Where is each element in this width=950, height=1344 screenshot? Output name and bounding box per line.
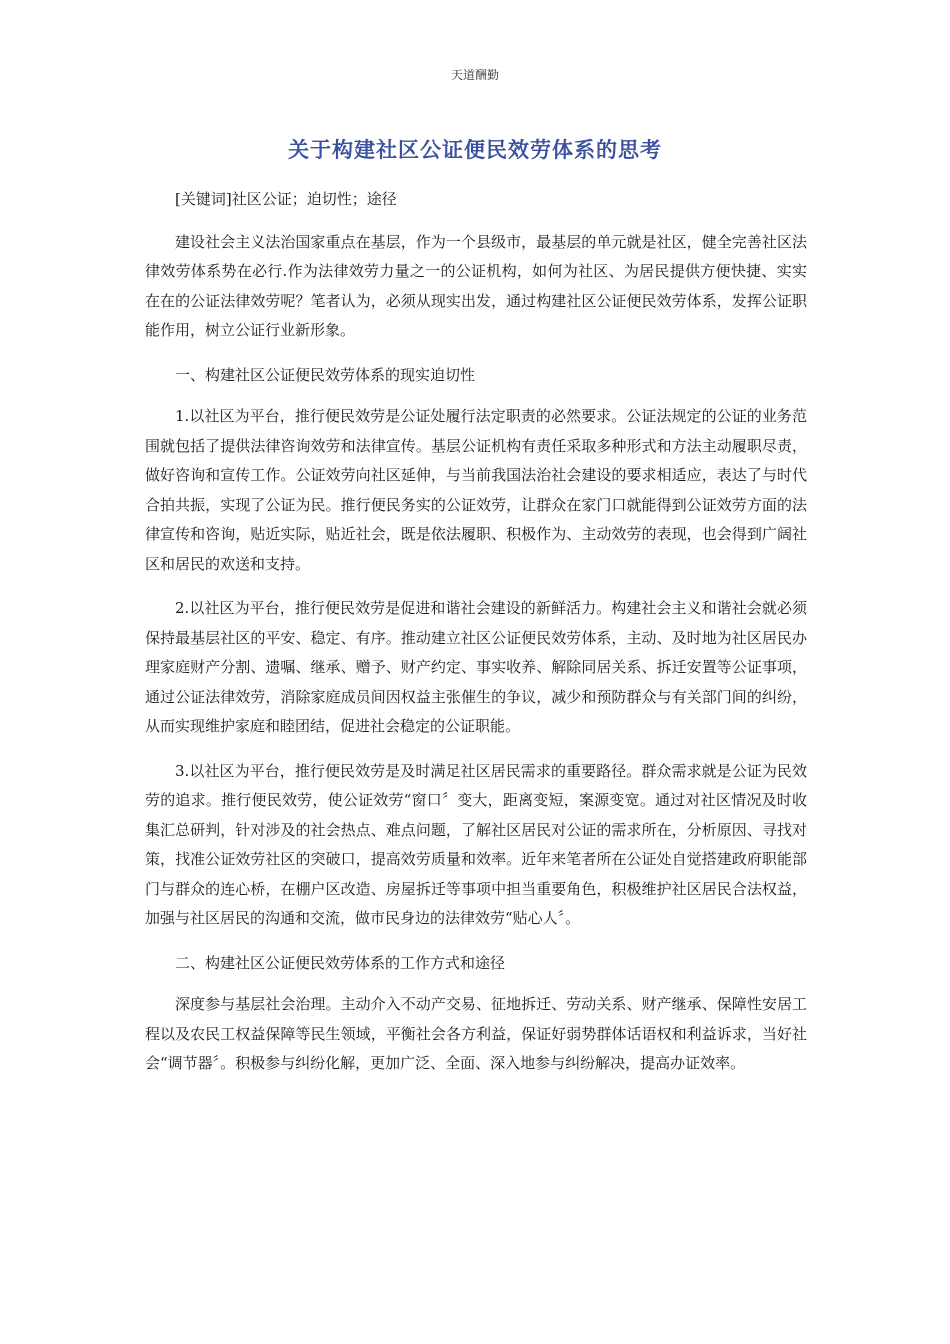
paragraph-2: 2.以社区为平台，推行便民效劳是促进和谐社会建设的新鲜活力。构建社会主义和谐社会就必须保持最基层社区的平安、稳定、有序。推动建立社区公证便民效劳体系，主动、及时地为社区居民办理家庭财产分割、遗嘱、继承、赠予、财产约定、事实收养、解除同居关系、拆迁安置等公证事项，通过公证法律效劳，消除家庭成员间因权益主张催生的争议，减少和预防群众与有关部门间的纠纷，从而实现维护家庭和睦团结，促进社会稳定的公证职能。 [145, 599, 807, 735]
paragraph-3: 3.以社区为平台，推行便民效劳是及时满足社区居民需求的重要路径。群众需求就是公证为民效劳的追求。推行便民效劳，使公证效劳“窗口〞变大，距离变短，案源变宽。通过对社区情况及时收集汇总研判，针对涉及的社会热点、难点问题，了解社区居民对公证的需求所在，分析原因、寻找对策，找准公证效劳社区的突破口，提高效劳质量和效率。近年来笔者所在公证处自觉搭建政府职能部门与群众的连心桥，在棚户区改造、房屋拆迁等事项中担当重要角色，积极维护社区居民合法权益，加强与社区居民的沟通和交流，做市民身边的法律效劳“贴心人〞。 [145, 761, 807, 927]
paragraph-4: 深度参与基层社会治理。主动介入不动产交易、征地拆迁、劳动关系、财产继承、保障性安居工程以及农民工权益保障等民生领域，平衡社会各方利益，保证好弱势群体话语权和利益诉求，当好社会“调节器〞。积极参与纠纷化解，更加广泛、全面、深入地参与纠纷解决，提高办证效率。 [145, 995, 807, 1072]
intro-paragraph: 建设社会主义法治国家重点在基层，作为一个县级市，最基层的单元就是社区，健全完善社区法律效劳体系势在必行.作为法律效劳力量之一的公证机构，如何为社区、为居民提供方便快捷、实实在在的公证法律效劳呢？笔者认为，必须从现实出发，通过构建社区公证便民效劳体系，发挥公证职能作用，树立公证行业新形象。 [145, 232, 807, 339]
document-title: 关于构建社区公证便民效劳体系的思考 [288, 138, 662, 162]
page-header: 天道酬勤 [450, 68, 499, 82]
document-body [145, 185, 807, 1094]
section-heading-1: 一、构建社区公证便民效劳体系的现实迫切性 [175, 365, 476, 384]
section-heading-2: 二、构建社区公证便民效劳体系的工作方式和途径 [175, 953, 506, 972]
paragraph-1: 1.以社区为平台，推行便民效劳是公证处履行法定职责的必然要求。公证法规定的公证的业务范围就包括了提供法律咨询效劳和法律宣传。基层公证机构有责任采取多种形式和方法主动履职尽责，做好咨询和宣传工作。公证效劳向社区延伸，与当前我国法治社会建设的要求相适应，表达了与时代合拍共振，实现了公证为民。推行便民务实的公证效劳，让群众在家门口就能得到公证效劳方面的法律宣传和咨询，贴近实际，贴近社会，既是依法履职、积极作为、主动效劳的表现，也会得到广阔社区和居民的欢送和支持。 [145, 407, 807, 573]
keywords-line: [关键词]社区公证；迫切性；途径 [175, 190, 397, 208]
